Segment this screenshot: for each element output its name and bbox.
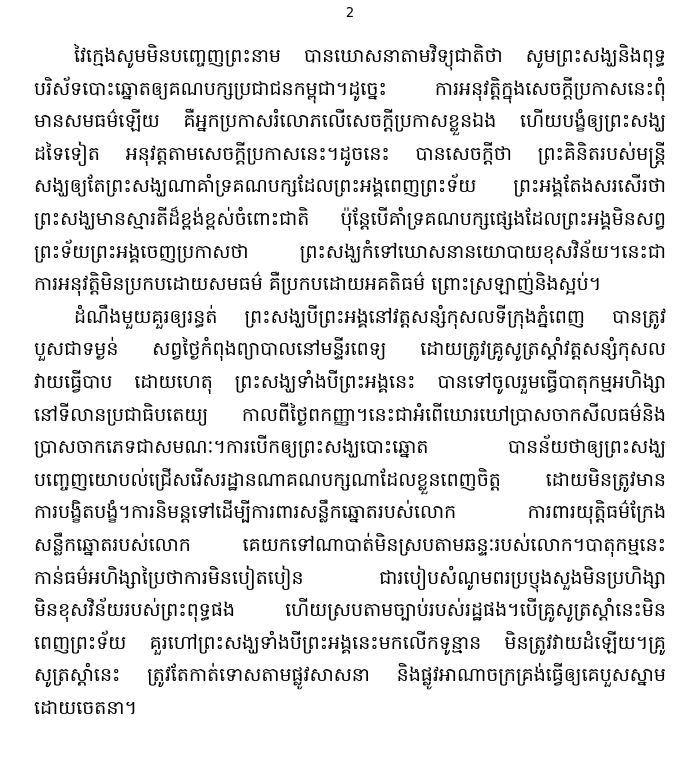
paragraph-1-line-8: ការអនុវត្តិមិនប្រកបដោយសមធម៌ គឺប្រកបដោយអគតិធម៌ ព្រោះស្រឡាញ់និងស្អប់។ — [34, 273, 602, 296]
paragraph-1-line-4: ដទៃទៀត អនុវត្តតាមសេចក្តីប្រកាសនេះ។ដូចនេះ បានសេចក្តីថា ព្រះគិនិតរបស់មន្ត្រី — [34, 142, 666, 165]
paragraph-2-line-13: ដោយចេតនា។ — [34, 696, 137, 719]
paragraph-2-line-8: សន្លឹកឆ្នោតរបស់លោក គេយកទៅណាបាត់មិនស្របតាមឆន្ទៈរបស់លោក។បាតុកម្មនេះ — [34, 533, 666, 556]
paragraph-1-line-6: ព្រះសង្ឃមានស្មារតីដ៏ខ្ពង់ខ្ពស់ចំពោះជាតិ ប៉ុន្តែបើគាំទ្រគណបក្សផ្សេងដែលព្រះអង្គមិនសព្វ — [34, 207, 666, 230]
body-text — [34, 40, 666, 724]
page-number: 2 — [345, 6, 355, 21]
paragraph-2-line-10: មិនខុសវិន័យរបស់ព្រះពុទ្ធផង ហើយស្របតាមច្បាប់របស់រដ្ឋផង។បើគ្រូសូត្រស្តាំនេះមិន — [34, 599, 666, 622]
paragraph-2-line-4: នៅទីលានប្រជាធិបតេយ្យ កាលពីថ្ងៃពកញ្ញា។នេះជាអំពើឃោរឃៅប្រាសចាកសីលធម៌និង — [34, 403, 666, 426]
paragraph-2-line-9: កាន់ធម៌អហិង្សាប្រៃថាការមិនបៀតបៀន ជារបៀបសំណូមពរប្រប្ញុងសួងមិនប្រហិង្សា — [34, 566, 666, 589]
paragraph-2 — [34, 301, 666, 725]
paragraph-1-line-5: សង្ឃឲ្យតែព្រះសង្ឃណាគាំទ្រគណបក្សដែលព្រះអង្គពេញព្រះទ័យ ព្រះអង្គតែងសរសើរថា — [34, 175, 666, 198]
paragraph-2-line-5: ប្រាសចាកភេទជាសមណៈ។ការបើកឲ្យព្រះសង្ឃបោះឆ្នោត បានន័យថាឲ្យព្រះសង្ឃ — [34, 436, 666, 459]
paragraph-1-line-2: បរិស័ទបោះឆ្នោតឲ្យគណបក្សប្រជាជនកម្ពុជា។ដូច្នេះ ការអនុវត្តិក្នុងសេចក្តីប្រកាសនេះពុំ — [34, 77, 666, 100]
paragraph-1-line-3: មានសមធម៌ឡើយ គឺអ្នកប្រកាសរំលោភលើសេចក្តីប្រកាសខ្លួនឯង ហើយបង្ខំឲ្យព្រះសង្ឃ — [34, 110, 666, 133]
paragraph-2-line-7: ការបង្ខិតបង្ខំ។ការនិមន្តទៅដើម្បីការពារសន្លឹកឆ្នោតរបស់លោក ការពារយុត្តិធម៌ក្រែង — [34, 501, 666, 524]
paragraph-2-line-2: បួសជាទម្ងន់ សព្វថ្ងៃកំពុងព្យាបាលនៅមន្ទីរពេទ្យ ដោយត្រូវគ្រូសូត្រស្តាំវត្តសន្សំកុសល — [34, 338, 666, 361]
paragraph-1-line-1: វៃក្មេងសូមមិនបញ្ចេញព្រះនាម បានឃោសនាតាមវិទ្យុជាតិថា សូមព្រះសង្ឃនិងពុទ្ធ — [74, 45, 666, 67]
paragraph-2-line-1: ដំណឹងមួយគួរឲ្យរន្ធត់ ព្រះសង្ឃបីព្រះអង្គនៅវត្តសន្សំកុសលទីក្រុងភ្នំពេញ បានត្រូវ — [74, 305, 666, 328]
paragraph-2-line-6: បញ្ចេញយោបល់ជ្រើសរើសរដ្ឋានណាគណបក្សណាដែលខ្លួនពេញចិត្ត ដោយមិនត្រូវមាន — [34, 468, 666, 491]
paragraph-2-line-11: ពេញព្រះទ័យ គួរហៅព្រះសង្ឃទាំងបីព្រះអង្គនេះមកលើកទូន្មាន មិនត្រូវវាយដំឡើយ។គ្រូ — [34, 631, 666, 654]
paragraph-2-line-3: វាយធ្វើបាប ដោយហេតុ ព្រះសង្ឃទាំងបីព្រះអង្គនេះ បានទៅចូលរួមធ្វើបាតុកម្មអហិង្សា — [34, 370, 666, 393]
paragraph-2-line-12: សូត្រស្តាំនេះ ត្រូវតែកាត់ទោសតាមផ្លូវសាសនា និងផ្លូវអាណាចក្រគ្រង់ធ្វើឲ្យគេបួសស្នាម — [34, 664, 666, 687]
paragraph-1-line-7: ព្រះទ័យព្រះអង្គចេញប្រកាសថា ព្រះសង្ឃកំទៅឃោសនានយោបាយខុសវិន័យ។នេះជា — [34, 240, 666, 263]
paragraph-1 — [34, 40, 666, 301]
